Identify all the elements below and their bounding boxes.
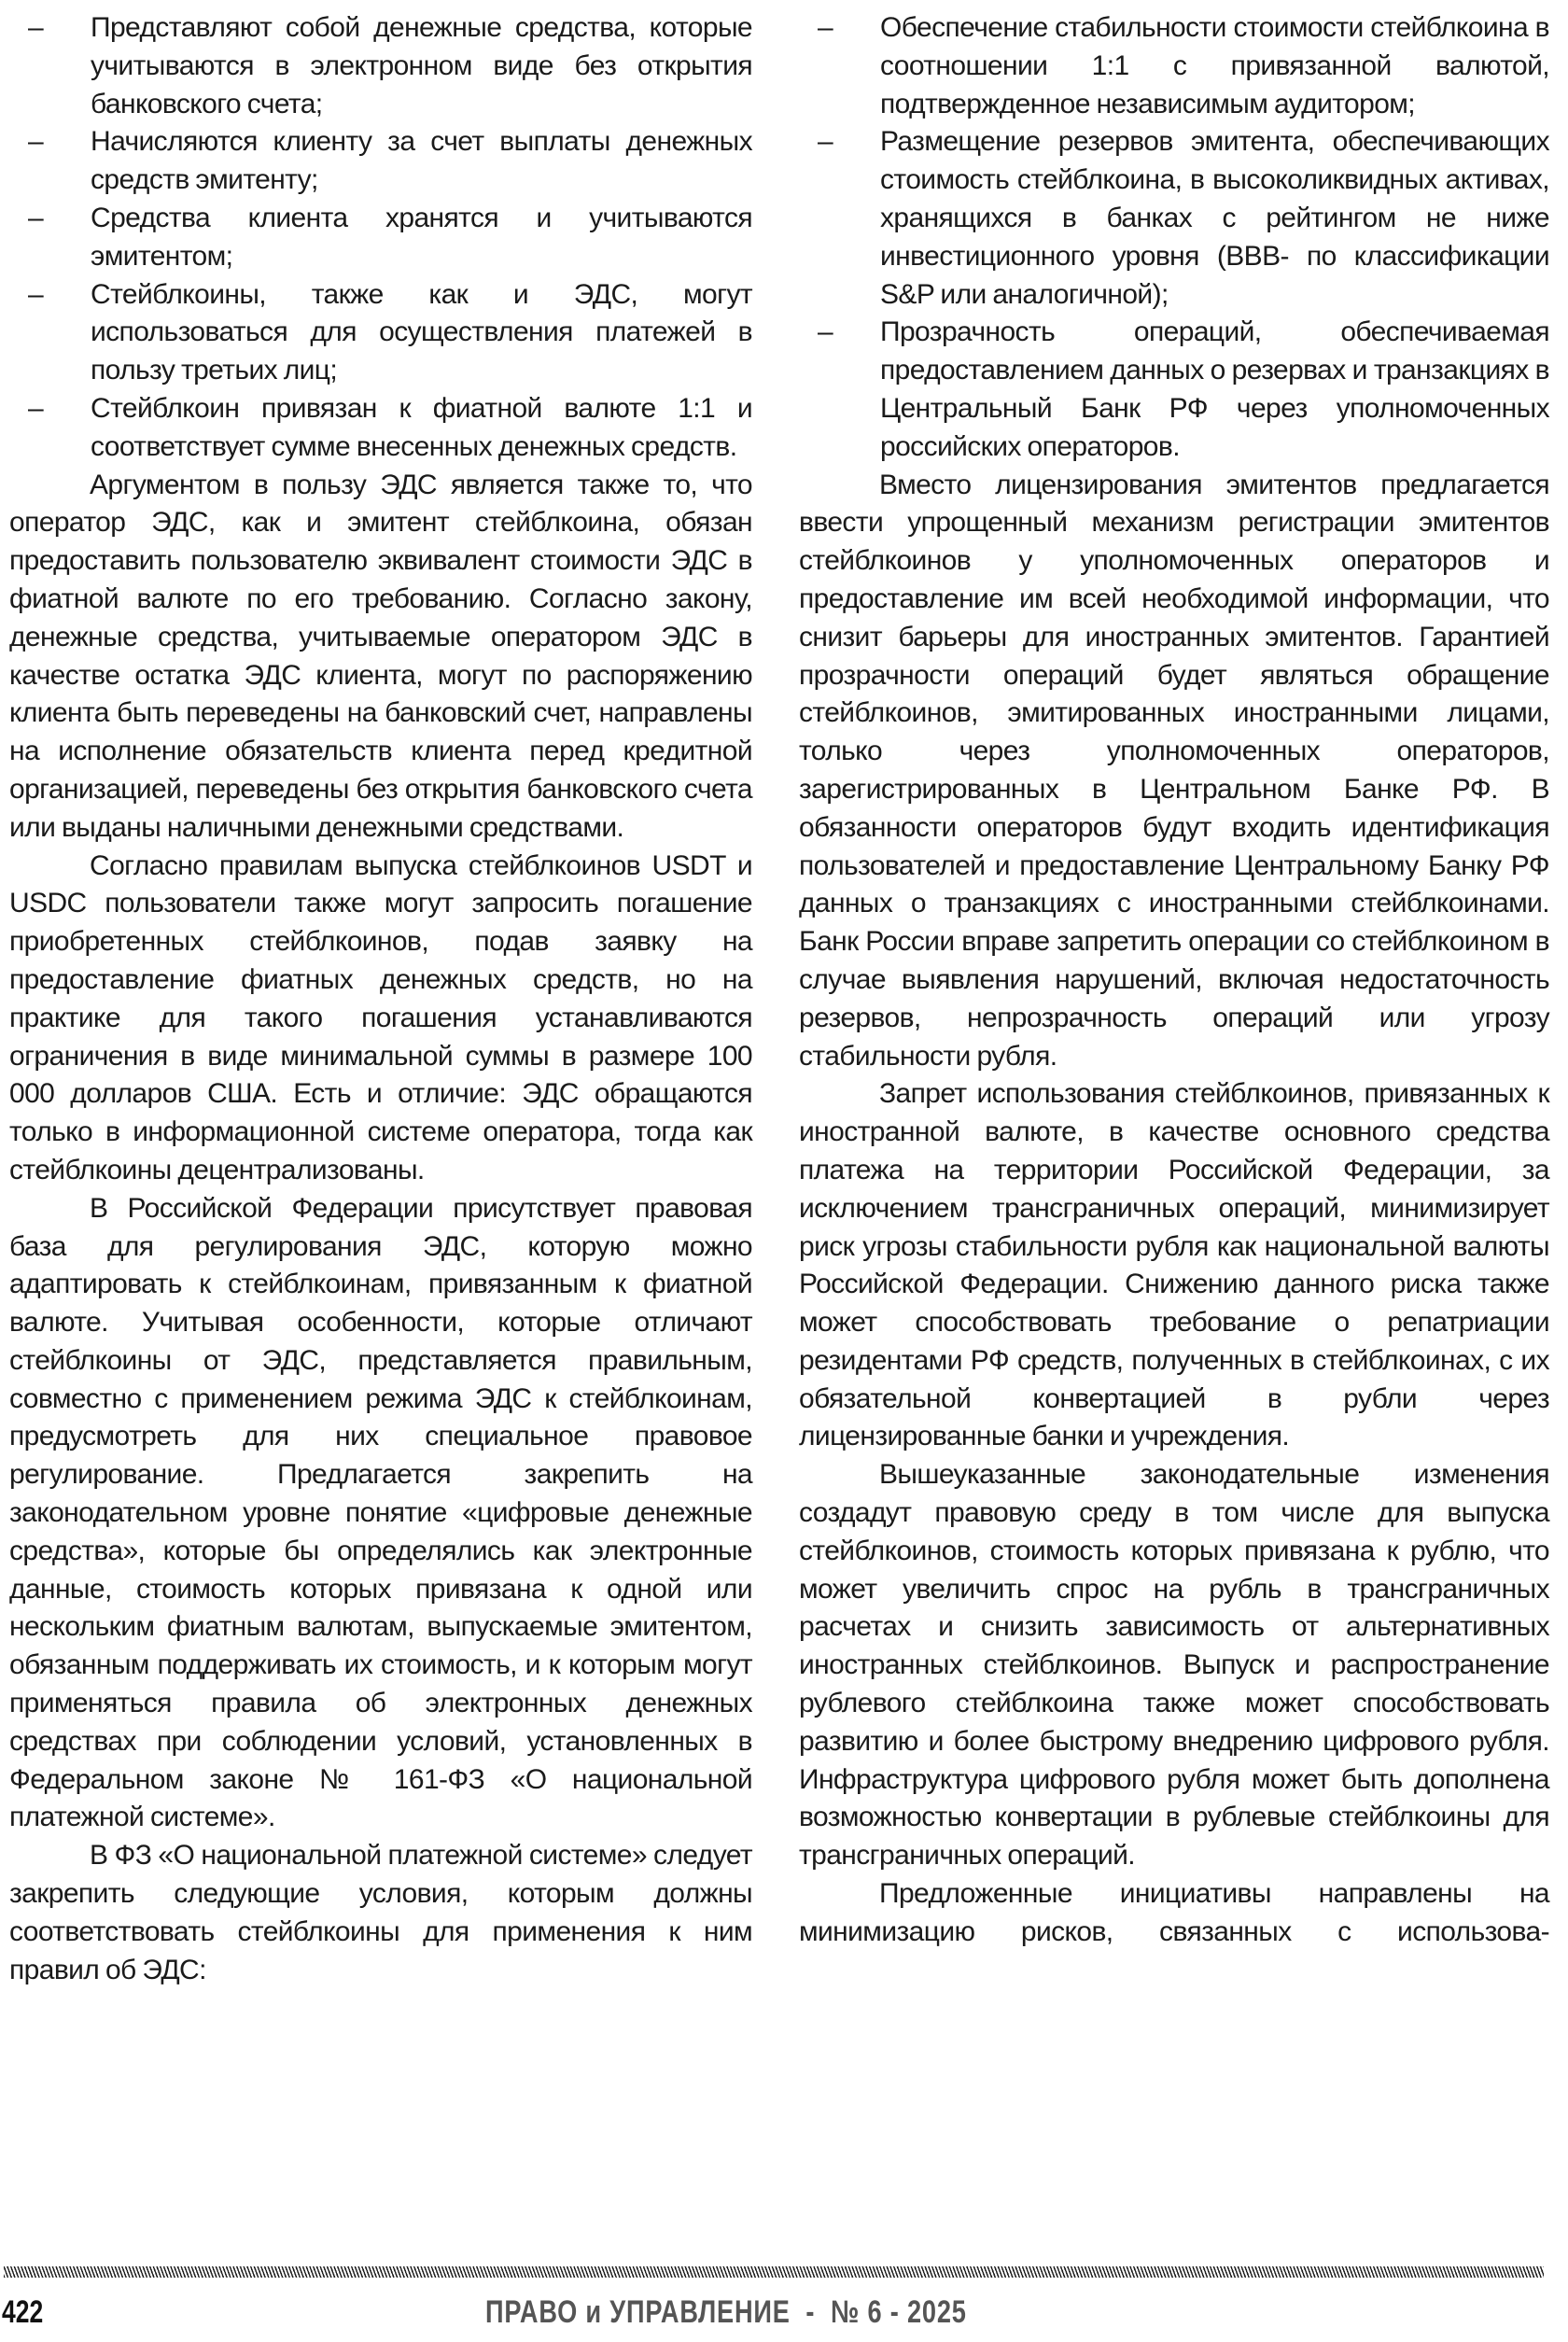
left-column — [9, 9, 752, 1989]
dash-bullet: – — [28, 202, 44, 233]
dash-bullet: – — [28, 12, 44, 43]
journal-title: ПРАВО и УПРАВЛЕНИЕ - № 6 - 2025 — [485, 2294, 967, 2330]
list-item: – Начисляются клиенту за счет выплаты денежных средств эмитенту; — [9, 123, 752, 200]
right-column — [799, 9, 1549, 1952]
dash-bullet: – — [818, 316, 833, 348]
paragraph: Аргументом в пользу ЭДС является также то, что оператор ЭДС, как и эмитент стейблкоина, обязан предоставить пользователю эквивалент стоимости ЭДС в фиатной валюте по его требованию. Согласно закону, денежные средства, учитываемые оператором ЭДС в качестве остатка ЭДС клиента, могут по распоряжению клиента быть переведены на банковский счет, направлены на исполнение обязательств клиента перед кредитной организацией, переведены без открытия банковского счета или выданы наличными денежными средствами. — [9, 469, 752, 843]
list-item: – Средства клиента хранятся и учитываются эмитентом; — [9, 200, 752, 276]
footer-hatched-rule — [4, 2266, 1544, 2278]
list-item: – Прозрачность операций, обеспечиваемая предоставлением данных о резервах и транзакциях в Центральный Банк РФ через уполномоченных российских операторов. — [799, 314, 1549, 466]
list-item: – Обеспечение стабильности стоимости стейблкоина в соотношении 1:1 с привязанной валютой, подтвержденное независимым аудитором; — [799, 9, 1549, 123]
paragraph: Согласно правилам выпуска стейблкоинов USDT и USDC пользователи также могут запросить погашение приобретенных стейблкоинов, подав заявку на предоставление фиатных денежных средств, но на практике для такого погашения устанавливаются ограничения в виде минимальной суммы в размере 100 000 долларов США. Есть и отличие: ЭДС обращаются только в информационной системе оператора, тогда как стейблкоины децентрализованы. — [9, 849, 752, 1185]
paragraph: Вместо лицензирования эмитентов предлагается ввести упрощенный механизм регистрации эмитентов стейблкоинов у уполномоченных операторов и предоставление им всей необходимой информации, что снизит барьеры для иностранных эмитентов. Гарантией прозрачности операций будет являться обращение стейблкоинов, эмитированных иностранными лицами, только через уполномоченных операторов, зарегистрированных в Центральном Банке РФ. В обязанности операторов будут входить идентификация пользователей и предоставление Центральному Банку РФ данных о транзакциях с иностранными стейблкоинами. Банк России вправе запретить операции со стейблкоином в случае выявления нарушений, включая недостаточность резервов, непрозрачность операций или угрозу стабильности рубля. — [799, 469, 1549, 1072]
dash-bullet: – — [818, 12, 833, 43]
dash-bullet: – — [28, 278, 44, 310]
dash-bullet: – — [28, 126, 44, 158]
paragraph: Вышеуказанные законодательные изменения создадут правовую среду в том числе для выпуска стейблкоинов, стоимость которых привязана к рублю, что может увеличить спрос на рубль в трансграничных расчетах и снизить зависимость от альтернативных иностранных стейблкоинов. Выпуск и распространение рублевого стейблкоина также может способствовать развитию и более быстрому внедрению цифрового рубля. Инфраструктура цифрового рубля может быть дополнена возможностью конвертации в рублевые стейблкоины для трансграничных операций. — [799, 1459, 1549, 1872]
paragraph: В Российской Федерации присутствует правовая база для регулирования ЭДС, которую можно адаптировать к стейблкоинам, привязанным к фиатной валюте. Учитывая особенности, которые отличают стейблкоины от ЭДС, представляется правильным, совместно с применением режима ЭДС к стейблкоинам, предусмотреть для них специальное правовое регулирование. Предлагается закрепить на законодательном уровне понятие «цифровые денежные средства», которые бы определялись как электронные данные, стоимость которых привязана к одной или нескольким фиатным валютам, выпускаемые эмитентом, обязанным поддерживать их стоимость, и к которым могут применяться правила об электронных денежных средствах при соблюдении условий, установленных в Федеральном законе № 161-ФЗ «О национальной платежной системе». — [9, 1192, 752, 1833]
list-item: – Представляют собой денежные средства, которые учитываются в электронном виде без открытия банковского счета; — [9, 9, 752, 123]
list-item: – Размещение резервов эмитента, обеспечивающих стоимость стейблкоина, в высоколиквидных активах, хранящихся в банках с рейтингом не ниже инвестиционного уровня (BBB- по классификации S&P или аналогичной); — [799, 123, 1549, 314]
page-number: 422 — [2, 2294, 44, 2330]
paragraph: В ФЗ «О национальной платежной системе» следует закрепить следующие условия, которым должны соответствовать стейблкоины для применения к ним правил об ЭДС: — [9, 1840, 752, 1985]
dash-bullet: – — [28, 392, 44, 424]
list-item: – Стейблкоин привязан к фиатной валюте 1:1 и соответствует сумме внесенных денежных средств. — [9, 390, 752, 467]
paragraph: Предложенные инициативы направлены на минимизацию рисков, связанных с использова- — [799, 1878, 1549, 1947]
dash-bullet: – — [818, 126, 833, 158]
list-item: – Стейблкоины, также как и ЭДС, могут использоваться для осуществления платежей в пользу третьих лиц; — [9, 276, 752, 390]
paragraph: Запрет использования стейблкоинов, привязанных к иностранной валюте, в качестве основного средства платежа на территории Российской Федерации, за исключением трансграничных операций, минимизирует риск угрозы стабильности рубля как национальной валюты Российской Федерации. Снижению данного риска также может способствовать требование о репатриации резидентами РФ средств, полученных в стейблкоинах, с их обязательной конвертацией в рубли через лицензированные банки и учреждения. — [799, 1078, 1549, 1452]
